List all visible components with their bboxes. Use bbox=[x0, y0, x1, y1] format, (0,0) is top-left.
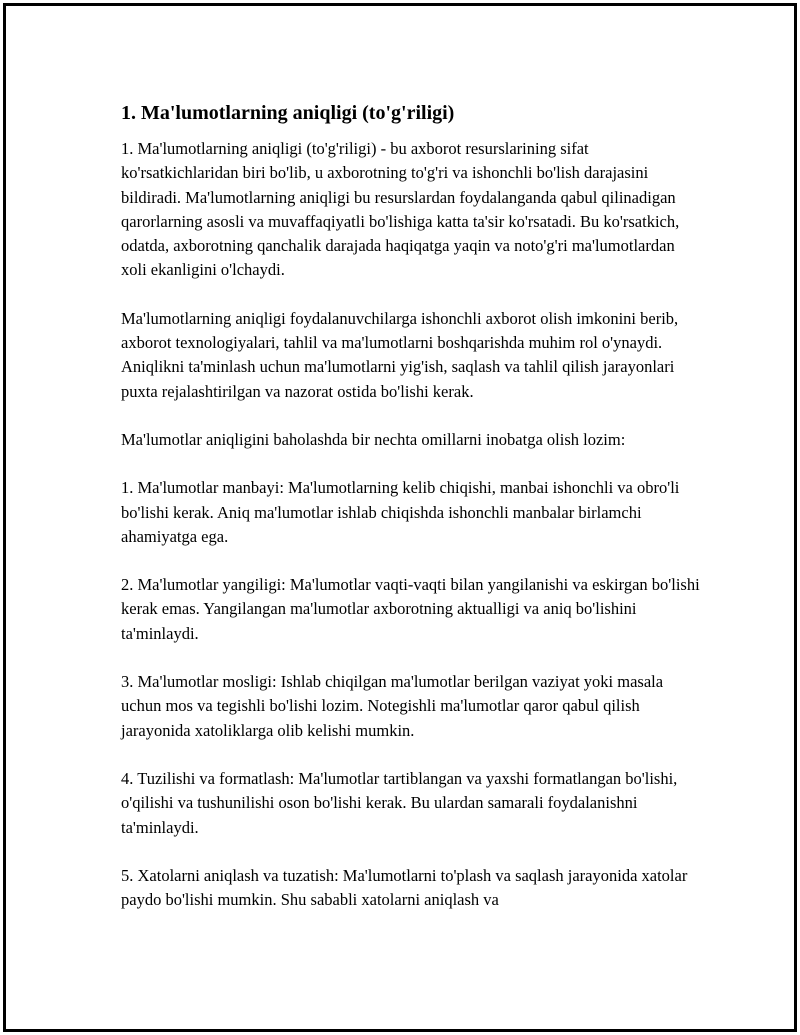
paragraph-factors-lead: Ma'lumotlar aniqligini baholashda bir nechta omillarni inobatga olish lozim: bbox=[121, 429, 626, 449]
document-page bbox=[3, 3, 797, 1032]
section-heading: 1. Ma'lumotlarning aniqligi (to'g'riligi) bbox=[121, 102, 455, 124]
list-item-freshness: 2. Ma'lumotlar yangiligi: Ma'lumotlar vaqti-vaqti bilan yangilanishi va eskirgan bo'lishi kerak emas. Yangilangan ma'lumotlar axborotning aktualligi va aniq bo'lishini ta'minlaydi. bbox=[121, 575, 700, 643]
paragraph-importance: Ma'lumotlarning aniqligi foydalanuvchilarga ishonchli axborot olish imkonini berib, axborot texnologiyalari, tahlil va ma'lumotlarni boshqarishda muhim rol o'ynaydi. Aniqlikni ta'minlash uchun ma'lumotlarni yig'ish, saqlash va tahlil qilish jarayonlari puxta rejalashtirilgan va nazorat ostida bo'lishi kerak. bbox=[121, 308, 679, 401]
list-item-relevance: 3. Ma'lumotlar mosligi: Ishlab chiqilgan ma'lumotlar berilgan vaziyat yoki masala uchun mos va tegishli bo'lishi lozim. Notegishli ma'lumotlar qaror qabul qilish jarayonida xatoliklarga olib kelishi mumkin. bbox=[121, 672, 664, 740]
paragraph-intro: 1. Ma'lumotlarning aniqligi (to'g'riligi) - bu axborot resurslarining sifat ko'rsatkichlaridan biri bo'lib, u axborotning to'g'ri va ishonchli bo'lish darajasini bildiradi. Ma'lumotlarning aniqligi bu resurslardan foydalanganda qabul qilinadigan qarorlarning asosli va muvaffaqiyatli bo'lishiga katta ta'sir ko'rsatadi. Bu ko'rsatkich, odatda, axborotning qanchalik darajada haqiqatga yaqin va noto'g'ri ma'lumotlardan xoli ekanligini o'lchaydi. bbox=[121, 139, 680, 280]
document-content bbox=[121, 101, 701, 936]
list-item-formatting: 4. Tuzilishi va formatlash: Ma'lumotlar tartiblangan va yaxshi formatlangan bo'lishi, o'qilishi va tushunilishi oson bo'lishi kerak. Bu ulardan samarali foydalanishni ta'minlaydi. bbox=[121, 768, 678, 837]
list-item-error-correction: 5. Xatolarni aniqlash va tuzatish: Ma'lumotlarni to'plash va saqlash jarayonida xatolar paydo bo'lishi mumkin. Shu sababli xatolarni aniqlash va bbox=[121, 865, 688, 910]
list-item-source: 1. Ma'lumotlar manbayi: Ma'lumotlarning kelib chiqishi, manbai ishonchli va obro'li bo'lishi kerak. Aniq ma'lumotlar ishlab chiqishda ishonchli manbalar birlamchi ahamiyatga ega. bbox=[121, 478, 680, 546]
